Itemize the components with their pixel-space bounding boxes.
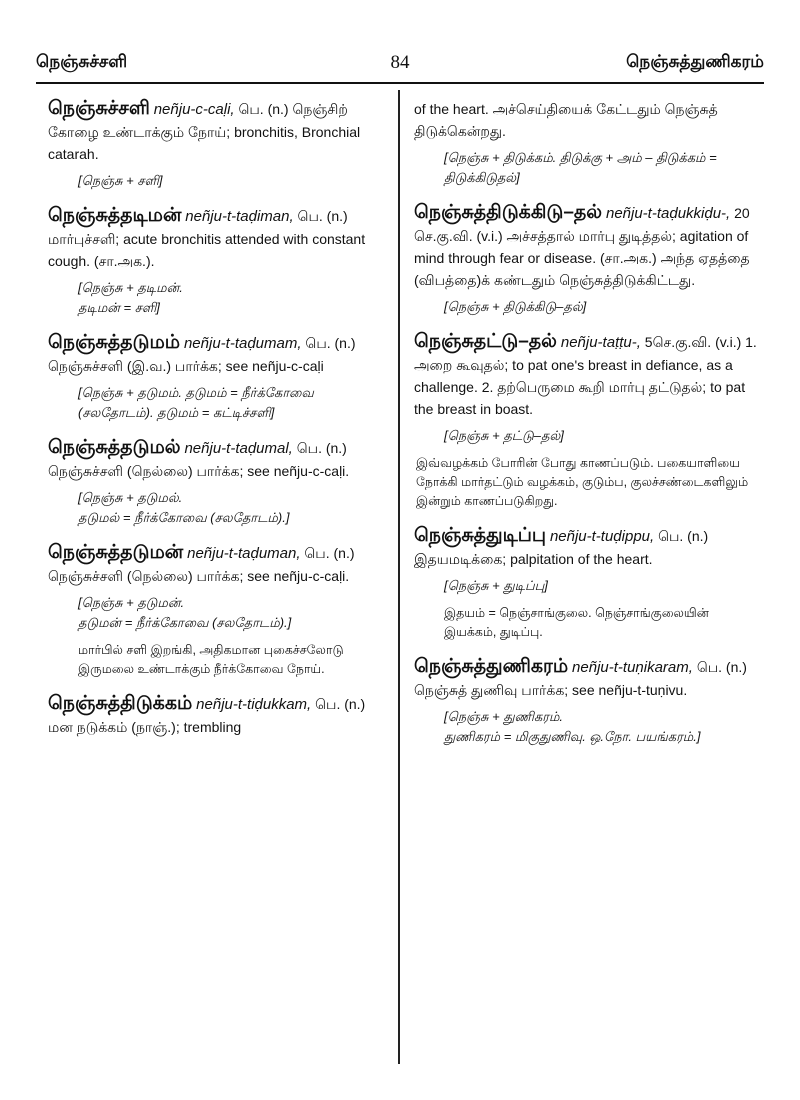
entry-definition: 20 செ.கு.வி. (v.i.) அச்சத்தால் மார்பு துடித்தல்; agitation of mind through fear or disease. (சா.அக.) அந்த ஏதத்தை (விபத்தை)க் கண்டதும் நெஞ்சுத்திடுக்கிட்டது.: [414, 205, 750, 288]
entry-headword: நெஞ்சுத்தடுமல்: [48, 437, 181, 458]
entry-text: [48, 205, 390, 272]
entry-text: [48, 437, 390, 482]
entry-headword: நெஞ்சுத்துடிப்பு: [414, 525, 547, 546]
entry-etymology: [நெஞ்சு + திடுக்கிடு–தல்]: [444, 299, 587, 314]
entry-etymology: [நெஞ்சு + தடுமன். தடுமன் = நீர்க்கோவை (சலதோடம்).]: [78, 595, 292, 630]
entry-transliteration: neñju-t-taḍuman,: [187, 545, 301, 562]
entry-headword: நெஞ்சுதட்டு–தல்: [414, 331, 557, 352]
dictionary-entry: [48, 542, 390, 679]
entry-text: [48, 332, 390, 377]
entry-text: [48, 693, 390, 738]
column-divider: [398, 90, 400, 1064]
entry-definition: பெ. (n.) மன நடுக்கம் (நாஞ்.); trembling: [48, 696, 366, 735]
entry-transliteration: neñju-t-tiḍukkam,: [196, 696, 312, 713]
header-rule: [36, 82, 764, 84]
entry-text: [414, 202, 759, 291]
entry-definition: பெ. (n.) மார்புச்சளி; acute bronchitis attended with constant cough. (சா.அக.).: [48, 208, 366, 269]
entry-note: மார்பில் சளி இறங்கி, அதிகமான புகைச்சலோடு இருமலை உண்டாக்கும் நீர்க்கோவை நோய்.: [78, 643, 344, 676]
entry-definition: பெ. (n.) நெஞ்சிற் கோழை உண்டாக்கும் நோய்; bronchitis, Bronchial catarah.: [48, 101, 361, 162]
entry-etymology: [நெஞ்சு + தடுமம். தடுமம் = நீர்க்கோவை (சலதோடம்). தடுமம் = கட்டிச்சளி]: [78, 385, 314, 420]
dictionary-entry: [414, 202, 759, 317]
entry-text: [414, 331, 759, 420]
entry-definition: of the heart. அச்செய்தியைக் கேட்டதும் நெஞ்சுத் திடுக்கென்றது.: [414, 101, 718, 139]
entry-transliteration: neñju-t-tuṇikaram,: [572, 659, 693, 676]
entry-text: [48, 98, 390, 165]
entry-headword: நெஞ்சுத்தடுமன்: [48, 542, 184, 563]
entry-definition: பெ. (n.) நெஞ்சுத் துணிவு பார்க்க; see neñju-t-tuṇivu.: [414, 659, 747, 698]
dictionary-entry: [48, 693, 390, 738]
entry-transliteration: neñju-t-taḍumal,: [184, 440, 293, 457]
entry-note: இவ்வழக்கம் போரின் போது காணப்படும். பகையாளியை நோக்கி மார்தட்டும் வழக்கம், குடும்ப, குலச்சண்டைகளிலும் இன்றும் காணப்படுகிறது.: [416, 456, 749, 508]
entry-headword: நெஞ்சுத்தடுமம்: [48, 332, 181, 353]
entry-transliteration: neñju-t-taḍukkiḍu-,: [605, 205, 731, 222]
entry-definition: பெ. (n.) நெஞ்சுச்சளி (நெல்லை) பார்க்க; see neñju-c-caḷi.: [48, 440, 350, 479]
entry-headword: நெஞ்சுச்சளி: [48, 98, 150, 119]
entry-transliteration: neñju-taṭṭu-,: [560, 334, 641, 351]
entry-etymology: [நெஞ்சு + துணிகரம். துணிகரம் = மிகுதுணிவு. ஒ.நோ. பயங்கரம்.]: [444, 709, 701, 744]
dictionary-entry: [414, 331, 759, 511]
dictionary-entry-continued: [414, 98, 759, 188]
entry-etymology: [நெஞ்சு + தட்டு–தல்]: [444, 428, 564, 443]
header-right-guideword: நெஞ்சுத்துணிகரம்: [626, 52, 764, 71]
entry-text: [414, 656, 759, 701]
entry-definition: பெ. (n.) இதயமடிக்கை; palpitation of the heart.: [414, 528, 709, 567]
dictionary-entry: [48, 437, 390, 528]
entry-text: [414, 525, 759, 570]
left-column: [48, 98, 390, 752]
entry-definition: பெ. (n.) நெஞ்சுச்சளி (இ.வ.) பார்க்க; see neñju-c-caḷi: [48, 335, 356, 374]
entry-headword: நெஞ்சுத்தடிமன்: [48, 205, 182, 226]
dictionary-entry: [414, 656, 759, 747]
right-column: [414, 98, 759, 761]
entry-etymology: [நெஞ்சு + துடிப்பு]: [444, 578, 548, 593]
entry-transliteration: neñju-c-caḷi,: [153, 101, 235, 118]
entry-etymology: [நெஞ்சு + தடுமல். தடுமல் = நீர்க்கோவை (சலதோடம்).]: [78, 490, 290, 525]
entry-transliteration: neñju-t-taḍumam,: [183, 335, 302, 352]
entry-headword: நெஞ்சுத்திடுக்கிடு–தல்: [414, 202, 603, 223]
dictionary-entry: [48, 205, 390, 318]
dictionary-entry: [48, 98, 390, 191]
entry-etymology: [நெஞ்சு + திடுக்கம். திடுக்கு + அம் – திடுக்கம் = திடுக்கிடுதல்]: [444, 150, 717, 185]
entry-headword: நெஞ்சுத்திடுக்கம்: [48, 693, 193, 714]
entry-etymology: [நெஞ்சு + தடிமன். தடிமன் = சளி]: [78, 280, 183, 315]
page-number: 84: [390, 52, 410, 73]
entry-text: [414, 98, 759, 142]
entry-transliteration: neñju-t-tuḍippu,: [549, 528, 655, 545]
entry-definition: 5செ.கு.வி. (v.i.) 1. அறை கூவுதல்; to pat one's breast in defiance, as a challenge. 2. தற்பெருமை கூறி மார்பு தட்டுதல்; to pat the breast in boast.: [414, 334, 757, 417]
entry-etymology: [நெஞ்சு + சளி]: [78, 173, 163, 188]
entry-definition: பெ. (n.) நெஞ்சுச்சளி (நெல்லை) பார்க்க; see neñju-c-caḷi.: [48, 545, 355, 584]
page-header: [36, 52, 764, 80]
header-left-guideword: நெஞ்சுச்சளி: [36, 52, 128, 71]
entry-headword: நெஞ்சுத்துணிகரம்: [414, 656, 569, 677]
dictionary-entry: [48, 332, 390, 423]
dictionary-entry: [414, 525, 759, 642]
entry-note: இதயம் = நெஞ்சாங்குலை. நெஞ்சாங்குலையின் இயக்கம், துடிப்பு.: [444, 606, 709, 639]
entry-transliteration: neñju-t-taḍiman,: [185, 208, 294, 225]
entry-text: [48, 542, 390, 587]
